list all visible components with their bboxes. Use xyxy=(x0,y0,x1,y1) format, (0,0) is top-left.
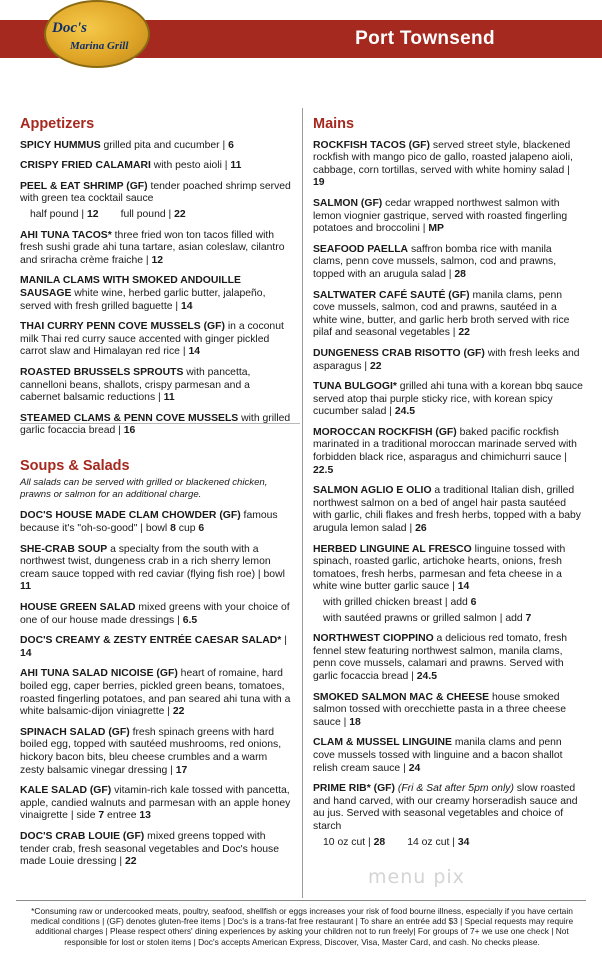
item-price: 24.5 xyxy=(416,670,438,682)
item-price: 14 xyxy=(457,581,470,593)
menu-item[interactable] xyxy=(313,633,583,683)
item-description: manila clams, penn cove mussels, salmon, cod and prawns, sautéed in a white wine, butter, and garlic herb broth served with rice pilaf and seasonal vegetables | xyxy=(313,289,570,339)
logo-main-text: Doc's xyxy=(52,20,87,36)
item-description: a specialty from the south with a northwest twist, dungeness crab in a rich sherry lemon cream sauce topped with red caviar (flying fish roe) | bowl xyxy=(20,543,285,580)
footer-divider xyxy=(16,900,586,901)
item-description: saffron bomba rice with manila clams, penn cove mussels, salmon, cod and prawns, topped with an arugula salad | xyxy=(313,243,557,280)
item-name: KALE SALAD (GF) xyxy=(20,785,112,797)
item-name: SEAFOOD PAELLA xyxy=(313,243,409,255)
item-price: 14 xyxy=(20,647,32,659)
item-price-secondary: 6 xyxy=(198,523,205,535)
item-price: 8 xyxy=(170,523,176,535)
soups-salads-list xyxy=(20,510,292,868)
item-name: DUNGENESS CRAB RISOTTO (GF) xyxy=(313,347,485,359)
item-name: HERBED LINGUINE AL FRESCO xyxy=(313,543,472,555)
item-note: (Fri & Sat after 5pm only) xyxy=(394,783,514,795)
item-description: in a coconut milk Thai red curry sauce accented with ginger pickled carrot slaw and Himalayan red rice | xyxy=(20,321,284,358)
item-price: 11 xyxy=(230,160,242,172)
item-price: 28 xyxy=(454,268,466,280)
item-description: fresh spinach greens with hard boiled egg, topped with sautéed mushrooms, red onions, hickory bacon bits, bleu cheese crumbles and a warm zesty balsamic vinegar dressing | xyxy=(20,726,282,776)
menu-item[interactable] xyxy=(313,348,583,373)
item-description: cedar wrapped northwest salmon with lemon viognier gastrique, served with roasted fingerling potatoes and broccolini | xyxy=(313,197,568,235)
item-description: with fresh leeks and asparagus | xyxy=(313,347,580,372)
item-price: MP xyxy=(428,223,444,235)
item-name: MANILA CLAMS WITH SMOKED ANDOUILLE SAUSAGE xyxy=(20,275,241,299)
option-price: 28 xyxy=(373,836,386,848)
footer-disclaimer: *Consuming raw or undercooked meats, poultry, seafood, shellfish or eggs increases your risk of food bourne illness, especially if you have certain medical conditions | (GF) denotes gluten-free items | Doc's is a trans-fat free restaurant | To share an entrée add $3 | Special requests may require additional charges | Please respect others' dining experiences by asking your children not to run freely| For groups of 7+ we use one check | Not responsible for lost or stolen items | Doc's accepts American Express, Discover, Visa, Master Card, and cash. No checks please. xyxy=(30,906,574,947)
item-price-secondary: 13 xyxy=(139,810,151,822)
item-name: PEEL & EAT SHRIMP (GF) xyxy=(20,180,148,192)
item-description: grilled ahi tuna with a korean bbq sauce served atop thai purple sticky rice, with korean spicy cucumber salad | xyxy=(313,381,583,418)
item-name: SPINACH SALAD (GF) xyxy=(20,726,130,738)
menu-item[interactable] xyxy=(20,727,292,777)
item-name: SPICY HUMMUS xyxy=(20,139,101,151)
item-description: a traditional Italian dish, grilled northwest salmon on a bed of angel hair pasta sautéed with garlic, chili flakes and fresh herbs, topped with a baby arugula lemon salad | xyxy=(313,485,581,535)
item-name: SMOKED SALMON MAC & CHEESE xyxy=(313,691,490,703)
option-label: 10 oz cut | xyxy=(323,836,374,848)
item-price: 19 xyxy=(313,177,325,189)
item-price: 14 xyxy=(180,300,193,312)
menu-item[interactable] xyxy=(20,321,292,359)
item-name: MOROCCAN ROCKFISH (GF) xyxy=(313,426,457,438)
item-description: with pancetta, cannelloni beans, shallots, crispy parmesan and a cabernet balsamic reductions | xyxy=(20,366,251,404)
item-price: 26 xyxy=(415,523,427,535)
option-label: with sautéed prawns or grilled salmon | add xyxy=(323,612,526,624)
item-price: 11 xyxy=(163,392,175,404)
menu-item[interactable] xyxy=(20,635,292,660)
menu-item[interactable] xyxy=(20,668,292,718)
item-options xyxy=(20,209,292,222)
item-description: heart of romaine, hard boiled egg, caper berries, pickled green beans, tomatoes, roasted fingerling potatoes, and pan seared ahi tuna with a white balsamic-dijon viniagrette | xyxy=(20,668,291,718)
location-title: Port Townsend xyxy=(355,28,495,49)
item-description: mixed greens topped with tender crab, fresh seasonal vegetables and Doc's house made Louie dressing | xyxy=(20,830,280,868)
option-label: half pound | xyxy=(30,208,88,220)
option-price: 7 xyxy=(525,612,532,624)
menu-item[interactable] xyxy=(20,160,292,173)
mains-heading: Mains xyxy=(313,116,355,132)
item-name: PRIME RIB* (GF) xyxy=(313,783,395,795)
left-column xyxy=(20,112,292,877)
menu-item[interactable] xyxy=(313,692,583,730)
item-description: a delicious red tomato, fresh fennel stew featuring northwest salmon, manila clams, penn cove mussels, calamari and prawns. Served with garlic focaccia bread | xyxy=(313,633,568,682)
item-options xyxy=(313,597,583,610)
item-name: STEAMED CLAMS & PENN COVE MUSSELS xyxy=(20,412,239,424)
item-price: 7 xyxy=(98,810,105,822)
column-divider xyxy=(302,108,303,898)
item-name: SALMON AGLIO E OLIO xyxy=(313,485,432,497)
item-description: tender poached shrimp served with green tea cocktail sauce xyxy=(20,180,291,205)
item-description: baked pacific rockfish marinated in a traditional moroccan marinade served with forbidden black rice, asparagus and chimichurri sauce | xyxy=(313,426,577,464)
item-name: NORTHWEST CIOPPINO xyxy=(313,633,434,645)
item-name: SHE-CRAB SOUP xyxy=(20,543,108,555)
menu-item[interactable] xyxy=(313,485,583,535)
menu-item[interactable] xyxy=(20,602,292,627)
right-column xyxy=(313,112,583,857)
menu-item[interactable] xyxy=(313,198,583,236)
item-description: with grilled garlic focaccia bread | xyxy=(20,412,291,437)
item-price: 6.5 xyxy=(182,614,198,626)
menu-item[interactable] xyxy=(313,244,583,282)
item-description: | xyxy=(281,635,287,647)
soups-salads-note: All salads can be served with grilled or blackened chicken, prawns or salmon for an additional charge. xyxy=(20,477,268,500)
menu-item[interactable] xyxy=(313,544,583,626)
item-price: 18 xyxy=(349,716,361,728)
menu-item[interactable] xyxy=(20,230,292,268)
item-name: SALMON (GF) xyxy=(313,197,383,209)
item-description: three fried won ton tacos filled with fresh sushi grade ahi tuna tartare, asian coleslaw, cilantro and sriracha crème fraiche | xyxy=(20,229,285,266)
item-name: TUNA BULGOGI* xyxy=(313,381,397,393)
option-label: with grilled chicken breast | add xyxy=(323,597,471,608)
option-label: 14 oz cut | xyxy=(407,836,458,848)
item-description-secondary: cup xyxy=(175,523,199,535)
item-name: DOC'S CRAB LOUIE (GF) xyxy=(20,830,145,842)
option-price: 6 xyxy=(470,597,477,608)
item-price: 6 xyxy=(228,139,234,151)
item-description: house smoked salmon tossed with orecchiette pasta in a three cheese sauce | xyxy=(313,691,566,728)
item-name: AHI TUNA TACOS* xyxy=(20,229,112,241)
item-name: DOC'S CREAMY & ZESTY ENTRÉE CAESAR SALAD* xyxy=(20,635,282,647)
item-name: ROASTED BRUSSELS SPROUTS xyxy=(20,366,184,378)
item-description: grilled pita and cucumber | xyxy=(100,139,229,151)
item-name: AHI TUNA SALAD NICOISE (GF) xyxy=(20,668,178,680)
menu-item[interactable] xyxy=(20,140,292,153)
item-price: 24.5 xyxy=(394,406,416,418)
logo-sub-text: Marina Grill xyxy=(70,40,129,52)
menu-item[interactable] xyxy=(313,140,583,190)
item-description: mixed greens with your choice of one of our house made dressings | xyxy=(20,602,290,626)
header xyxy=(0,0,602,72)
item-options-secondary xyxy=(313,613,583,626)
item-description: served street style, blackened rockfish with mango pico de gallo, roasted jalapeno aioli, cabbage, corn tortillas, served with white hominy salad | xyxy=(313,139,573,176)
item-price: 22 xyxy=(124,856,137,868)
item-price: 11 xyxy=(20,581,31,593)
item-name: CLAM & MUSSEL LINGUINE xyxy=(313,737,452,749)
item-price: 14 xyxy=(188,346,200,358)
menu-item[interactable] xyxy=(20,544,292,594)
appetizers-list xyxy=(20,140,292,438)
item-name: THAI CURRY PENN COVE MUSSELS (GF) xyxy=(20,321,225,333)
menu-item[interactable] xyxy=(20,785,292,823)
item-description: famous because it's "oh-so-good" | bowl xyxy=(20,510,278,535)
menu-item[interactable] xyxy=(313,783,583,849)
item-price: 22 xyxy=(458,327,470,339)
option-price: 12 xyxy=(87,208,99,220)
menu-item[interactable] xyxy=(20,831,292,869)
item-description: vitamin-rich kale tossed with pancetta, apple, candied walnuts and parmesan with an apple honey vinaigrette | side xyxy=(20,785,291,822)
item-description: white wine, herbed garlic butter, jalapeño, served with fresh grilled baguette | xyxy=(20,287,266,312)
item-name: HOUSE GREEN SALAD xyxy=(20,602,136,614)
option-price: 34 xyxy=(457,836,470,848)
menu-item[interactable] xyxy=(313,290,583,340)
item-price: 12 xyxy=(151,254,164,266)
item-options xyxy=(313,837,583,850)
menu-item[interactable] xyxy=(20,413,292,438)
menu-item[interactable] xyxy=(20,510,292,535)
item-description: manila clams and penn cove mussels tossed with linguine and a bacon shallot relish cream sauce | xyxy=(313,737,563,774)
item-description-secondary: entree xyxy=(104,810,140,822)
item-name: SALTWATER CAFÉ SAUTÉ (GF) xyxy=(313,289,470,301)
option-label: full pound | xyxy=(120,208,175,220)
menu-item[interactable] xyxy=(20,367,292,405)
menu-item[interactable] xyxy=(313,427,583,477)
option-price: 22 xyxy=(174,208,186,220)
appetizers-heading: Appetizers xyxy=(20,116,95,132)
item-price: 16 xyxy=(123,425,136,437)
menu-item[interactable] xyxy=(313,381,583,419)
watermark: menu pix xyxy=(368,866,465,888)
item-description: linguine tossed with spinach, roasted garlic, artichoke hearts, onions, fresh tomatoes, fresh herbs, parmesan and feta cheese in a white wine butter garlic sauce | xyxy=(313,543,566,593)
item-price: 22 xyxy=(172,706,185,718)
item-description: with pesto aioli | xyxy=(150,160,231,172)
item-price: 22.5 xyxy=(313,464,334,476)
item-name: ROCKFISH TACOS (GF) xyxy=(313,139,430,151)
menu-item[interactable] xyxy=(313,737,583,775)
item-name: DOC'S HOUSE MADE CLAM CHOWDER (GF) xyxy=(20,510,241,522)
menu-item[interactable] xyxy=(20,275,292,313)
item-name: CRISPY FRIED CALAMARI xyxy=(20,160,151,172)
menu-item[interactable] xyxy=(20,181,292,222)
soups-salads-heading: Soups & Salads xyxy=(20,457,130,474)
item-price: 17 xyxy=(175,764,188,776)
item-price: 24 xyxy=(408,762,421,774)
item-description: slow roasted and hand carved, with our creamy horseradish sauce and au jus. Served with seasonal vegetables and choice of starch xyxy=(313,783,578,832)
mains-list xyxy=(313,140,583,850)
item-price: 22 xyxy=(370,360,382,372)
